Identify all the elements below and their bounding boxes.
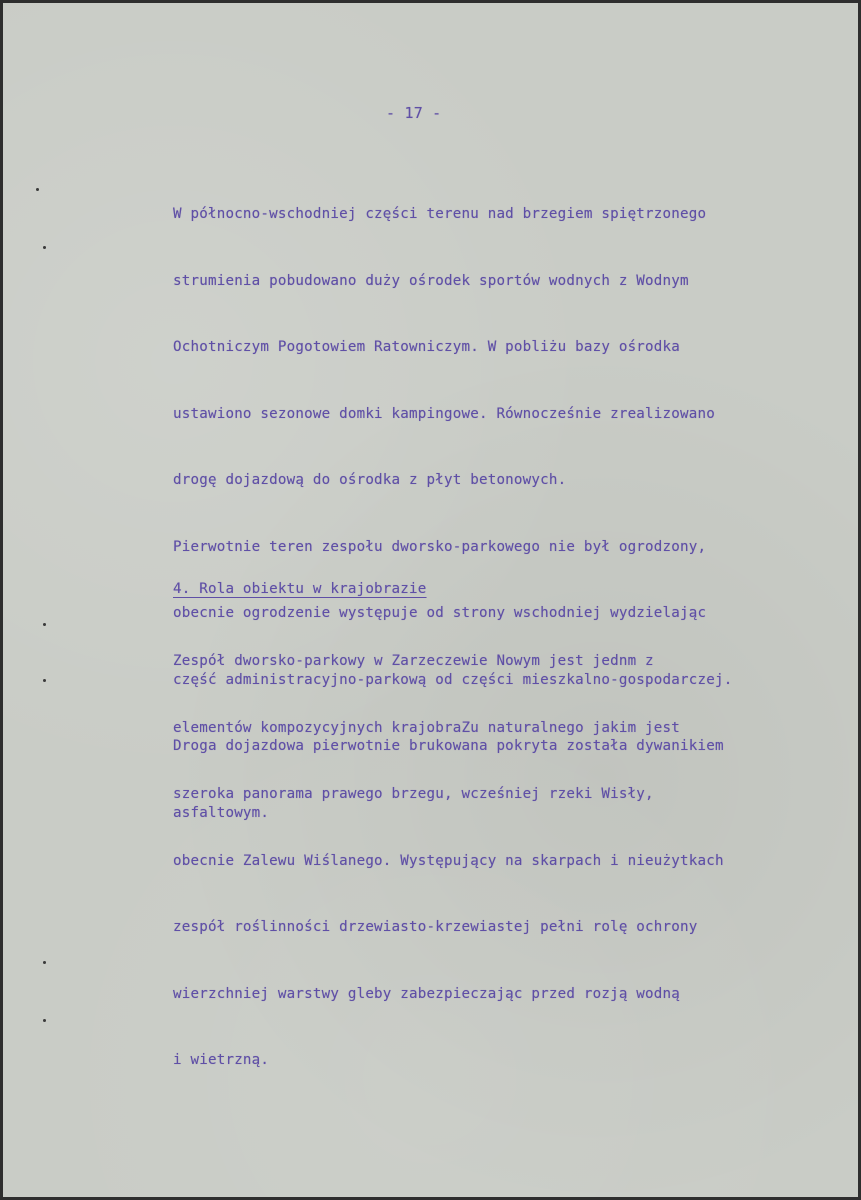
text-line: Pierwotnie teren zespołu dworsko-parkowego nie był ogrodzony,: [173, 538, 707, 555]
text-line: obecnie Zalewu Wiślanego. Występujący na skarpach i nieużytkach: [173, 852, 724, 869]
text-line: ustawiono sezonowe domki kampingowe. Równocześnie zrealizowano: [173, 405, 715, 422]
text-line: zespół roślinności drzewiasto-krzewiastej pełni rolę ochrony: [173, 919, 698, 935]
binder-hole-mark: [43, 1019, 46, 1022]
binder-hole-mark: [43, 679, 46, 682]
binder-hole-mark: [36, 188, 39, 191]
paragraph-landscape-role: [173, 612, 724, 1110]
text-line: elementów kompozycyjnych krajobraZu naturalnego jakim jest: [173, 719, 681, 736]
document-page: [3, 3, 858, 1197]
text-line: obecnie ogrodzenie występuje od strony wschodniej wydzielając: [173, 605, 707, 621]
text-line: Droga dojazdowa pierwotnie brukowana pokryta została dywanikiem: [173, 738, 724, 754]
text-line: Ochotniczym Pogotowiem Ratowniczym. W pobliżu bazy ośrodka: [173, 339, 681, 355]
text-line: drogę dojazdową do ośrodka z płyt betonowych.: [173, 472, 567, 488]
page-number: - 17 -: [386, 104, 442, 122]
text-line: szeroka panorama prawego brzegu, wcześniej rzeki Wisły,: [173, 786, 654, 802]
binder-hole-mark: [43, 246, 46, 249]
section-heading: 4. Rola obiektu w krajobrazie: [173, 581, 427, 597]
text-line: asfaltowym.: [173, 804, 270, 821]
text-line: Zespół dworsko-parkowy w Zarzeczewie Nowym jest jednm z: [173, 653, 654, 669]
text-line: strumienia pobudowano duży ośrodek sportów wodnych z Wodnym: [173, 272, 689, 289]
text-line: wierzchniej warstwy gleby zabezpieczając przed rozją wodną: [173, 985, 681, 1002]
binder-hole-mark: [43, 961, 46, 964]
text-line: i wietrzną.: [173, 1052, 270, 1068]
text-line: W północno-wschodniej części terenu nad brzegiem spiętrzonego: [173, 206, 707, 222]
text-line: część administracyjno-parkową od części mieszkalno-gospodarczej.: [173, 671, 733, 688]
binder-hole-mark: [43, 623, 46, 626]
